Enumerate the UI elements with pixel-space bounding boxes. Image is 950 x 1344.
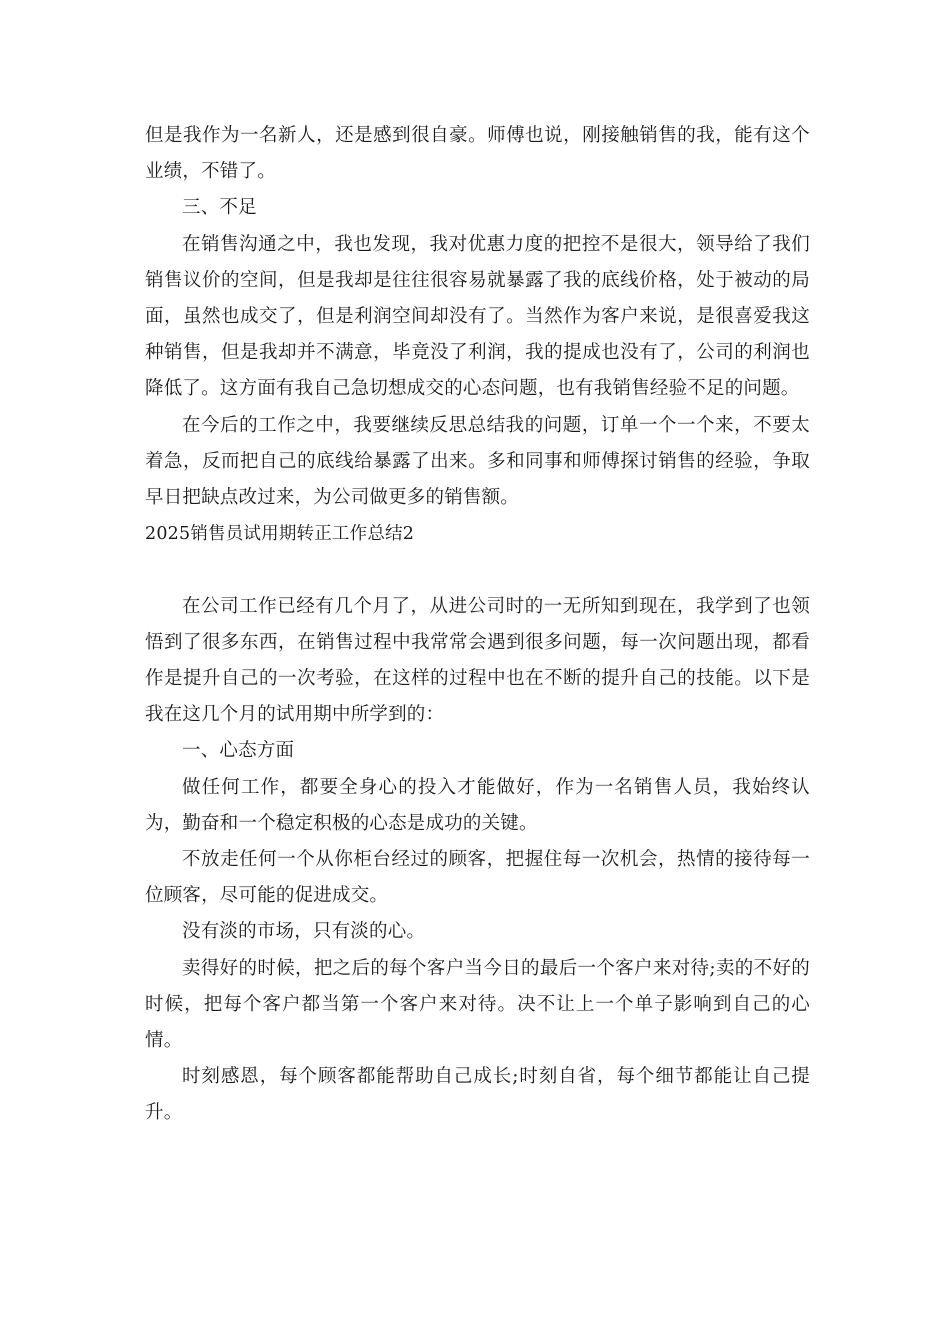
paragraph-gratitude: 时刻感恩，每个顾客都能帮助自己成长;时刻自省，每个细节都能让自己提升。 xyxy=(145,1066,810,1124)
document-body xyxy=(145,118,810,1132)
paragraph-future-work: 在今后的工作之中，我要继续反思总结我的问题，订单一个一个来，不要太着急，反而把自己的底线给暴露了出来。多和同事和师傅探讨销售的经验，争取早日把缺点改过来，为公司做更多的销售额。 xyxy=(145,414,810,509)
paragraph-market: 没有淡的市场，只有淡的心。 xyxy=(182,921,426,943)
paragraph-sales-attitude: 卖得好的时候，把之后的每个客户当今日的最后一个客户来对待;卖的不好的时候，把每个客户都当第一个客户来对待。决不让上一个单子影响到自己的心情。 xyxy=(145,957,810,1052)
heading-shortcomings: 三、不足 xyxy=(182,197,257,219)
paragraph-customers: 不放走任何一个从你柜台经过的顾客，把握住每一次机会，热情的接待每一位顾客，尽可能的促进成交。 xyxy=(145,849,810,907)
paragraph-intro: 在公司工作已经有几个月了，从进公司时的一无所知到现在，我学到了也领悟到了很多东西，在销售过程中我常常会遇到很多问题，每一次问题出现，都看作是提升自己的一次考验，在这样的过程中也在不断的提升自己的技能。以下是我在这几个月的试用期中所学到的： xyxy=(145,595,810,726)
section-title: 2025销售员试用期转正工作总结2 xyxy=(145,524,415,545)
paragraph-continuation: 但是我作为一名新人，还是感到很自豪。师傅也说，刚接触销售的我，能有这个业绩，不错了。 xyxy=(145,125,810,183)
blank-line xyxy=(145,552,810,588)
paragraph-shortcomings: 在销售沟通之中，我也发现，我对优惠力度的把控不是很大，领导给了我们销售议价的空间，但是我却是往往很容易就暴露了我的底线价格，处于被动的局面，虽然也成交了，但是利润空间却没有了。当然作为客户来说，是很喜爱我这种销售，但是我却并不满意，毕竟没了利润，我的提成也没有了，公司的利润也降低了。这方面有我自己急切想成交的心态问题，也有我销售经验不足的问题。 xyxy=(145,233,810,400)
heading-mindset: 一、心态方面 xyxy=(182,740,295,762)
paragraph-mindset: 做任何工作，都要全身心的投入才能做好，作为一名销售人员，我始终认为，勤奋和一个稳定积极的心态是成功的关键。 xyxy=(145,776,810,834)
